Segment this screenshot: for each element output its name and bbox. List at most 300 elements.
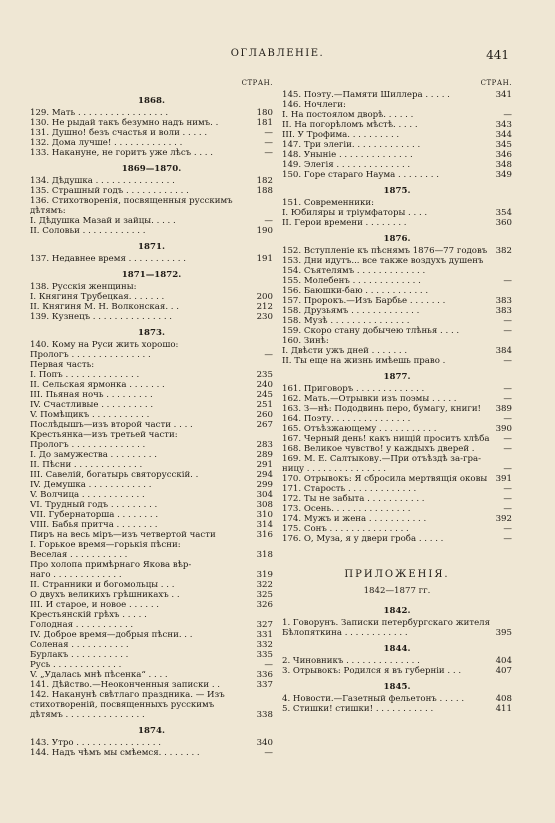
- toc-entry-title: 130. Не рыдай такъ безумно надъ нимъ. .: [30, 118, 219, 128]
- toc-entry: [30, 350, 273, 360]
- toc-entry-title: 129. Мать . . . . . . . . . . . . . . . . .: [30, 108, 169, 118]
- toc-entry-page: 304: [256, 490, 273, 500]
- toc-entry-page: 340: [256, 738, 273, 748]
- toc-entry: [282, 326, 512, 336]
- toc-entry-title: О двухъ великихъ грѣшникахъ . .: [30, 590, 180, 600]
- toc-entry: [282, 296, 512, 306]
- toc-entry: [30, 186, 273, 196]
- toc-entry: [30, 138, 273, 148]
- toc-entry-page: —: [503, 384, 512, 394]
- toc-entry: [30, 670, 273, 680]
- toc-entry: [30, 540, 273, 550]
- toc-entry: [282, 394, 512, 404]
- year-heading: 1845.: [383, 682, 411, 692]
- year-heading: 1874.: [138, 726, 165, 736]
- toc-entry: [30, 254, 273, 264]
- toc-entry: [282, 694, 512, 704]
- toc-entry-page: —: [264, 128, 273, 138]
- toc-entry-title: 164. Поэту. . . . . . . . . . . . . . .: [282, 414, 411, 424]
- toc-entry-page: —: [264, 748, 273, 758]
- toc-entry: [282, 704, 512, 714]
- toc-entry-title: 165. Отъѣзжающему . . . . . . . . . . .: [282, 424, 437, 434]
- toc-entry-title: IV. Счастливые . . . . . . . . . .: [30, 400, 154, 410]
- page-title: ОГЛАВЛЕНІЕ.: [230, 48, 325, 59]
- toc-entry: [282, 474, 512, 484]
- toc-entry-page: —: [503, 276, 512, 286]
- toc-entry-page: 251: [256, 400, 273, 410]
- toc-entry: [282, 404, 512, 414]
- toc-entry: [30, 108, 273, 118]
- toc-entry: [30, 520, 273, 530]
- toc-entry: [30, 470, 273, 480]
- toc-entry: [30, 216, 273, 226]
- toc-entry: [282, 160, 512, 170]
- toc-entry: [30, 118, 273, 128]
- toc-entry: [282, 356, 512, 366]
- toc-entry-title: 168. Великое чувство! у каждыхъ дверей .: [282, 444, 475, 454]
- toc-entry-page: 267: [256, 420, 273, 430]
- toc-entry-page: —: [503, 484, 512, 494]
- toc-entry-page: 327: [256, 620, 273, 630]
- toc-entry-title: III. И старое, и новое . . . . . .: [30, 600, 160, 610]
- toc-entry: [30, 312, 273, 322]
- toc-entry-page: 348: [495, 160, 512, 170]
- toc-entry-page: 331: [256, 630, 273, 640]
- toc-entry-title: дѣтямъ:: [30, 206, 66, 216]
- toc-entry-page: 332: [256, 640, 273, 650]
- toc-entry-page: 337: [256, 680, 273, 690]
- toc-entry-title: I. Дѣдушка Мазай и зайцы. . . . .: [30, 216, 176, 226]
- toc-entry-page: —: [503, 444, 512, 454]
- toc-entry-title: 171. Старость . . . . . . . . . . . . .: [282, 484, 417, 494]
- toc-entry-title: Пиръ на весь міръ—изъ четвертой части: [30, 530, 216, 540]
- toc-entry: [282, 494, 512, 504]
- toc-entry: [282, 618, 512, 628]
- toc-entry-title: Крестьянскій грѣхъ . . . . .: [30, 610, 147, 620]
- appendix-years: 1842—1877 гг.: [363, 586, 431, 596]
- toc-entry: [30, 570, 273, 580]
- toc-entry-page: 319: [256, 570, 273, 580]
- toc-entry: [282, 246, 512, 256]
- toc-entry-title: 173. Осень. . . . . . . . . . . . . . .: [282, 504, 411, 514]
- toc-entry: [30, 360, 273, 370]
- toc-entry-title: 4. Новости.—Газетный фельетонъ . . . . .: [282, 694, 465, 704]
- toc-entry-page: —: [503, 356, 512, 366]
- toc-entry: [282, 464, 512, 474]
- toc-entry: [30, 560, 273, 570]
- toc-entry: [30, 420, 273, 430]
- toc-entry: [30, 440, 273, 450]
- toc-entry-page: 346: [495, 150, 512, 160]
- year-heading: 1868.: [138, 96, 165, 106]
- toc-entry: [282, 120, 512, 130]
- toc-entry-page: 318: [256, 550, 273, 560]
- toc-entry-title: II. Герои времени . . . . . . . .: [282, 218, 407, 228]
- toc-entry: [30, 282, 273, 292]
- toc-entry: [30, 340, 273, 350]
- page-column-header: СТРАН.: [480, 79, 512, 87]
- toc-entry-page: 360: [495, 218, 512, 228]
- toc-entry: [282, 286, 512, 296]
- toc-entry-title: III. Пьяная ночь . . . . . . . . .: [30, 390, 153, 400]
- page-column-header: СТРАН.: [241, 79, 273, 87]
- page-number: 441: [486, 48, 509, 62]
- toc-entry-page: 345: [495, 140, 512, 150]
- toc-entry-page: 289: [256, 450, 273, 460]
- toc-entry-page: —: [264, 216, 273, 226]
- toc-entry-page: 191: [256, 254, 273, 264]
- toc-entry: [282, 524, 512, 534]
- toc-entry-title: 134. Дѣдушка . . . . . . . . . . . . . . .: [30, 176, 175, 186]
- toc-entry-title: 174. Мужъ и жена . . . . . . . . . . .: [282, 514, 427, 524]
- appendix-title: ПРИЛОЖЕНІЯ.: [344, 569, 450, 580]
- year-heading: 1877.: [383, 372, 411, 382]
- toc-entry-title: 153. Дни идутъ... все также воздухъ душенъ: [282, 256, 484, 266]
- toc-entry-page: —: [503, 414, 512, 424]
- toc-entry: [30, 680, 273, 690]
- toc-entry-page: 344: [495, 130, 512, 140]
- toc-entry-title: 148. Уныніе . . . . . . . . . . . . . .: [282, 150, 413, 160]
- toc-entry-title: II. Княгиня М. Н. Волконская. . .: [30, 302, 179, 312]
- toc-entry-title: 3. Отрывокъ: Родился я въ губерніи . . .: [282, 666, 462, 676]
- toc-entry-title: II. Пѣсни . . . . . . . . . . . . .: [30, 460, 143, 470]
- toc-entry-title: 150. Горе стараго Наума . . . . . . . .: [282, 170, 439, 180]
- toc-entry: [282, 90, 512, 100]
- toc-entry-title: 149. Элегія . . . . . . . . . . . . . .: [282, 160, 411, 170]
- toc-entry: [30, 490, 273, 500]
- toc-entry-page: —: [503, 316, 512, 326]
- toc-entry: [30, 176, 273, 186]
- toc-entry: [30, 640, 273, 650]
- toc-entry: [30, 710, 273, 720]
- toc-entry: [30, 302, 273, 312]
- toc-entry: [282, 414, 512, 424]
- toc-entry-title: 176. О, Муза, я у двери гроба . . . . .: [282, 534, 444, 544]
- toc-entry: [282, 218, 512, 228]
- toc-entry-page: 383: [495, 296, 512, 306]
- toc-entry-page: 260: [256, 410, 273, 420]
- toc-entry-title: 158. Музѣ . . . . . . . . . . . . . . .: [282, 316, 410, 326]
- toc-entry-title: 132. Дома лучше! . . . . . . . . . . . . .: [30, 138, 183, 148]
- toc-entry: [282, 444, 512, 454]
- toc-entry: [30, 580, 273, 590]
- toc-entry: [30, 450, 273, 460]
- toc-entry-page: 230: [256, 312, 273, 322]
- toc-entry-title: 136. Стихотворенія, посвященныя русскимъ: [30, 196, 233, 206]
- toc-entry: [30, 610, 273, 620]
- toc-entry-title: Бурлакъ . . . . . . . . . . .: [30, 650, 129, 660]
- toc-entry: [282, 504, 512, 514]
- toc-entry-title: 167. Черный день! какъ нищій проситъ хлѣба: [282, 434, 490, 444]
- toc-entry-page: 235: [256, 370, 273, 380]
- toc-entry: [30, 460, 273, 470]
- toc-entry-title: Русь . . . . . . . . . . . . .: [30, 660, 122, 670]
- toc-entry-title: II. Ты еще на жизнь имѣешь право .: [282, 356, 446, 366]
- toc-entry-title: II. На погорѣломъ мѣстѣ. . . . .: [282, 120, 418, 130]
- toc-entry: [30, 206, 273, 216]
- toc-entry-page: 308: [256, 500, 273, 510]
- toc-entry-title: Прологъ . . . . . . . . . . . . . .: [30, 440, 146, 450]
- toc-entry: [282, 208, 512, 218]
- toc-entry-title: VII. Губернаторша . . . . . . . .: [30, 510, 159, 520]
- toc-entry-page: 314: [256, 520, 273, 530]
- toc-entry-page: 291: [256, 460, 273, 470]
- toc-entry: [30, 510, 273, 520]
- toc-entry-page: —: [503, 494, 512, 504]
- toc-entry: [282, 514, 512, 524]
- toc-entry-page: 384: [495, 346, 512, 356]
- toc-entry: [282, 316, 512, 326]
- toc-entry: [282, 266, 512, 276]
- toc-entry-title: 142. Наканунѣ свѣтлаго праздника. — Изъ: [30, 690, 225, 700]
- toc-entry: [282, 628, 512, 638]
- toc-entry-title: 135. Страшный годъ . . . . . . . . . . . .: [30, 186, 189, 196]
- toc-entry-page: —: [503, 434, 512, 444]
- toc-entry: [282, 534, 512, 544]
- toc-entry: [282, 140, 512, 150]
- toc-entry-title: I. Княгиня Трубецкая. . . . . . .: [30, 292, 165, 302]
- toc-entry-page: 341: [495, 90, 512, 100]
- toc-entry-title: 147. Три элегіи. . . . . . . . . . . . .: [282, 140, 421, 150]
- toc-entry-page: 407: [495, 666, 512, 676]
- toc-entry-title: 169. М. Е. Салтыкову.—При отъѣздѣ за-гра-: [282, 454, 482, 464]
- toc-entry-title: ницу . . . . . . . . . . . . . . .: [282, 464, 386, 474]
- toc-entry-page: 299: [256, 480, 273, 490]
- toc-entry-title: наго . . . . . . . . . . . . .: [30, 570, 122, 580]
- toc-entry-title: Прологъ . . . . . . . . . . . . . . .: [30, 350, 151, 360]
- toc-entry: [30, 390, 273, 400]
- toc-entry-page: —: [503, 326, 512, 336]
- toc-entry-page: —: [503, 524, 512, 534]
- toc-entry-page: 180: [256, 108, 273, 118]
- toc-entry: [30, 226, 273, 236]
- toc-entry-title: 157. Пророкъ.—Изъ Барбье . . . . . . .: [282, 296, 446, 306]
- toc-entry-title: Послѣдышъ—изъ второй части . . . .: [30, 420, 193, 430]
- toc-entry-title: 154. Съятелямъ . . . . . . . . . . . . .: [282, 266, 426, 276]
- toc-entry-title: III. У Трофима. . . . . . . . . .: [282, 130, 400, 140]
- toc-entry: [30, 738, 273, 748]
- toc-entry-title: 172. Ты не забыта . . . . . . . . . . .: [282, 494, 425, 504]
- toc-entry: [30, 660, 273, 670]
- toc-entry-page: 182: [256, 176, 273, 186]
- toc-entry-page: 245: [256, 390, 273, 400]
- toc-entry: [282, 666, 512, 676]
- toc-entry-page: 395: [495, 628, 512, 638]
- toc-entry-title: V. „Удалась мнѣ пѣсенка“ . . . .: [30, 670, 168, 680]
- toc-entry-page: 404: [495, 656, 512, 666]
- toc-entry: [282, 434, 512, 444]
- page-header: [0, 48, 555, 64]
- toc-entry: [282, 110, 512, 120]
- toc-entry-title: 138. Русскія женщины:: [30, 282, 137, 292]
- toc-entry-page: 190: [256, 226, 273, 236]
- toc-entry: [282, 656, 512, 666]
- toc-entry-title: 139. Кузнецъ . . . . . . . . . . . . . . .: [30, 312, 173, 322]
- toc-entry: [30, 400, 273, 410]
- toc-entry-title: стихотвореній, посвященныхъ русскимъ: [30, 700, 215, 710]
- toc-entry-title: 152. Вступленіе къ пѣснямъ 1876—77 годовъ: [282, 246, 488, 256]
- toc-entry-title: I. На постоялом дворѣ. . . . . .: [282, 110, 414, 120]
- toc-entry-page: 336: [256, 670, 273, 680]
- toc-entry: [282, 198, 512, 208]
- toc-entry-page: 390: [495, 424, 512, 434]
- toc-entry-title: 151. Современники:: [282, 198, 374, 208]
- toc-entry-page: —: [264, 350, 273, 360]
- toc-entry-title: Первая часть:: [30, 360, 95, 370]
- toc-entry-title: V. Помѣщикъ . . . . . . . . . . .: [30, 410, 150, 420]
- toc-entry-title: II. Соловьи . . . . . . . . . . . .: [30, 226, 146, 236]
- toc-entry: [30, 620, 273, 630]
- year-heading: 1871—1872.: [121, 270, 182, 280]
- toc-entry: [30, 748, 273, 758]
- toc-entry: [282, 256, 512, 266]
- toc-entry-title: 175. Сонъ . . . . . . . . . . . . . . .: [282, 524, 409, 534]
- toc-entry-page: 310: [256, 510, 273, 520]
- toc-entry-title: I. Юбиляры и тріумфаторы . . . .: [282, 208, 428, 218]
- year-heading: 1842.: [383, 606, 411, 616]
- toc-entry: [282, 424, 512, 434]
- toc-entry: [30, 380, 273, 390]
- toc-entry: [282, 276, 512, 286]
- toc-entry: [282, 346, 512, 356]
- toc-entry-title: I. Двѣсти ужъ дней . . . . . . .: [282, 346, 408, 356]
- toc-entry-title: Крестьянка—изъ третьей части:: [30, 430, 178, 440]
- toc-entry-page: 392: [495, 514, 512, 524]
- toc-entry-title: 144. Надъ чѣмъ мы смѣемся. . . . . . . .: [30, 748, 200, 758]
- toc-entry: [30, 370, 273, 380]
- toc-entry-title: II. Сельская ярмонка . . . . . . .: [30, 380, 165, 390]
- toc-entry-page: 294: [256, 470, 273, 480]
- toc-entry-title: VIII. Бабья притча . . . . . . . .: [30, 520, 158, 530]
- toc-entry-page: —: [503, 504, 512, 514]
- toc-entry-title: IV. Демушка . . . . . . . . . . . .: [30, 480, 152, 490]
- toc-entry: [30, 480, 273, 490]
- toc-entry-title: Веселая . . . . . . . . . . .: [30, 550, 128, 560]
- year-heading: 1844.: [383, 644, 411, 654]
- toc-entry-title: Бѣлопяткина . . . . . . . . . . . .: [282, 628, 408, 638]
- toc-entry-page: 200: [256, 292, 273, 302]
- toc-entry-page: 354: [495, 208, 512, 218]
- toc-entry-page: 343: [495, 120, 512, 130]
- toc-entry-title: 156. Баюшки-баю . . . . . . . . . . . .: [282, 286, 429, 296]
- toc-entry-page: 325: [256, 590, 273, 600]
- toc-entry: [30, 600, 273, 610]
- toc-entry-page: 316: [256, 530, 273, 540]
- toc-entry: [282, 150, 512, 160]
- toc-entry-page: 382: [495, 246, 512, 256]
- toc-column-right: [282, 78, 512, 714]
- toc-entry-title: I. Попъ . . . . . . . . . . . . . .: [30, 370, 140, 380]
- toc-entry-page: 326: [256, 600, 273, 610]
- toc-entry-title: Голодная . . . . . . . . . . .: [30, 620, 134, 630]
- toc-entry-title: 141. Дѣйство.—Неоконченныя записки . .: [30, 680, 221, 690]
- year-heading: 1873.: [138, 328, 165, 338]
- toc-entry-page: 408: [495, 694, 512, 704]
- toc-entry-page: —: [503, 110, 512, 120]
- toc-entry: [282, 170, 512, 180]
- toc-entry-title: VI. Трудный годъ . . . . . . . . .: [30, 500, 158, 510]
- toc-entry-title: I. До замужества . . . . . . . . .: [30, 450, 157, 460]
- year-heading: 1875.: [383, 186, 411, 196]
- toc-entry-title: 145. Поэту.—Памяти Шиллера . . . . .: [282, 90, 450, 100]
- toc-entry-page: 349: [495, 170, 512, 180]
- toc-entry: [30, 690, 273, 700]
- toc-entry-title: IV. Доброе время—добрыя пѣсни. . .: [30, 630, 193, 640]
- toc-entry-page: 389: [495, 404, 512, 414]
- toc-entry: [282, 336, 512, 346]
- toc-entry: [30, 700, 273, 710]
- toc-column-left: [30, 78, 273, 758]
- toc-entry: [30, 196, 273, 206]
- toc-entry-title: 1. Говорунъ. Записки петербургскаго жителя: [282, 618, 490, 628]
- toc-entry-title: 163. З—нѣ: Пододвинь перо, бумагу, книги!: [282, 404, 482, 414]
- toc-entry-title: 146. Ночлеги:: [282, 100, 346, 110]
- toc-entry-page: —: [503, 394, 512, 404]
- toc-entry-title: 2. Чиновникъ . . . . . . . . . . . . . .: [282, 656, 420, 666]
- toc-entry-title: 140. Кому на Руси жить хорошо:: [30, 340, 179, 350]
- toc-entry-page: —: [264, 148, 273, 158]
- toc-entry: [30, 128, 273, 138]
- toc-entry: [282, 484, 512, 494]
- toc-entry-page: 411: [495, 704, 512, 714]
- toc-entry-page: 188: [256, 186, 273, 196]
- toc-entry: [30, 550, 273, 560]
- toc-entry-page: 322: [256, 580, 273, 590]
- toc-entry: [30, 430, 273, 440]
- toc-entry-title: 143. Утро . . . . . . . . . . . . . . . .: [30, 738, 161, 748]
- toc-entry-title: 170. Отрывокъ: Я сбросила мертвящія оковы: [282, 474, 488, 484]
- toc-entry: [30, 500, 273, 510]
- toc-entry: [30, 650, 273, 660]
- toc-entry-title: 131. Душно! безъ счастья и воли . . . . .: [30, 128, 208, 138]
- toc-entry-title: 160. Зинѣ:: [282, 336, 329, 346]
- toc-entry: [30, 530, 273, 540]
- toc-entry-title: I. Горькое время—горькія пѣсни:: [30, 540, 181, 550]
- toc-entry: [30, 410, 273, 420]
- toc-entry: [282, 306, 512, 316]
- toc-entry-title: III. Савелій, богатырь святорусскій. .: [30, 470, 199, 480]
- toc-entry-page: 338: [256, 710, 273, 720]
- toc-entry: [30, 148, 273, 158]
- toc-entry-page: —: [503, 534, 512, 544]
- toc-entry-page: —: [264, 138, 273, 148]
- toc-entry: [30, 590, 273, 600]
- toc-entry: [30, 630, 273, 640]
- year-heading: 1876.: [383, 234, 411, 244]
- toc-entry: [282, 100, 512, 110]
- toc-entry-title: II. Странники и богомольцы . . .: [30, 580, 175, 590]
- toc-entry-page: —: [503, 464, 512, 474]
- toc-entry-page: 212: [256, 302, 273, 312]
- toc-entry-title: 162. Мать.—Отрывки изъ поэмы . . . . .: [282, 394, 457, 404]
- year-heading: 1869—1870.: [121, 164, 182, 174]
- toc-entry-title: Про холопа примѣрнаго Якова вѣр-: [30, 560, 192, 570]
- toc-entry: [30, 292, 273, 302]
- toc-entry: [282, 130, 512, 140]
- toc-entry-page: —: [264, 660, 273, 670]
- toc-entry-title: Соленая . . . . . . . . . . .: [30, 640, 129, 650]
- toc-entry-title: 5. Стишки! стишки! . . . . . . . . . . .: [282, 704, 434, 714]
- toc-entry-page: 391: [495, 474, 512, 484]
- toc-entry-title: 158. Друзьямъ . . . . . . . . . . . . .: [282, 306, 420, 316]
- toc-entry-title: 133. Накануне, не горитъ уже лѣсъ . . . .: [30, 148, 213, 158]
- toc-entry-title: V. Волчица . . . . . . . . . . . .: [30, 490, 145, 500]
- year-heading: 1871.: [138, 242, 165, 252]
- toc-entry-title: 155. Молебенъ . . . . . . . . . . . . .: [282, 276, 421, 286]
- toc-entry: [282, 384, 512, 394]
- toc-entry-page: 240: [256, 380, 273, 390]
- toc-entry-page: 181: [256, 118, 273, 128]
